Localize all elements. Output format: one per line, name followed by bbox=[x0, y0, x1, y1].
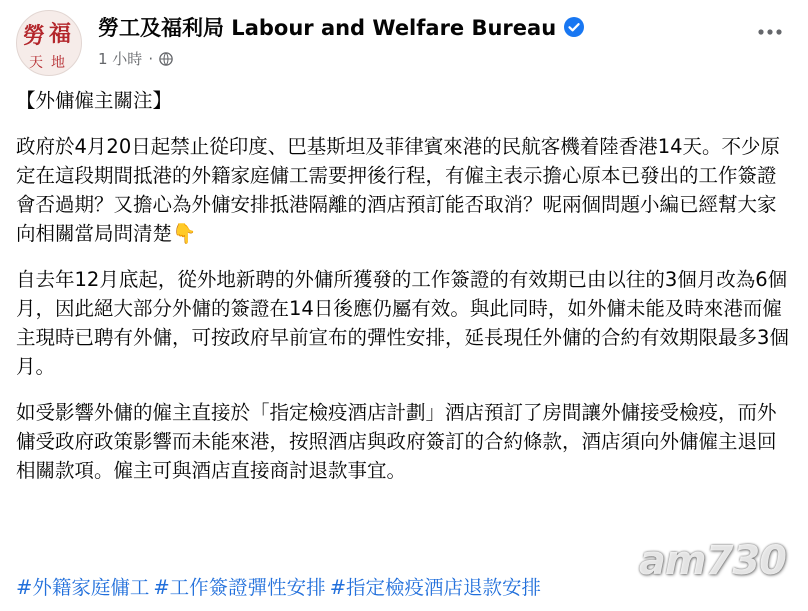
hashtag-row bbox=[16, 572, 541, 600]
post-paragraph-2: 自去年12月底起，從外地新聘的外傭所獲發的工作簽證的有效期已由以往的3個月改為6個月，因此絕大部分外傭的簽證在14日後應仍屬有效。與此同時，如外傭未能及時來港而僱主現時已聘有外傭，可按政府早前宣布的彈性安排，延長現任外傭的合約有效期限最多3個月。 bbox=[16, 268, 789, 378]
more-options-icon[interactable] bbox=[752, 20, 788, 44]
page-name-row bbox=[98, 12, 584, 42]
watermark: am730 bbox=[638, 538, 786, 584]
page-name[interactable]: 勞工及福利局 Labour and Welfare Bureau bbox=[98, 16, 557, 40]
post-paragraph-3: 如受影響外傭的僱主直接於「指定檢疫酒店計劃」酒店預訂了房間讓外傭接受檢疫，而外傭受政府政策影響而未能來港，按照酒店與政府簽訂的合約條款，酒店須向外傭僱主退回相關款項。僱主可與酒店直接商討退款事宜。 bbox=[16, 401, 777, 482]
post-meta bbox=[98, 48, 173, 69]
hashtag-link[interactable]: #工作簽證彈性安排 bbox=[153, 576, 326, 599]
page-avatar[interactable] bbox=[16, 10, 82, 76]
svg-text:天: 天 bbox=[29, 55, 43, 71]
globe-icon bbox=[159, 52, 173, 66]
svg-text:地: 地 bbox=[51, 55, 65, 71]
verified-badge-icon bbox=[564, 17, 584, 37]
post-paragraph-1: 政府於4月20日起禁止從印度、巴基斯坦及菲律賓來港的民航客機着陸香港14天。不少原定在這段期間抵港的外籍家庭傭工需要押後行程，有僱主表示擔心原本已發出的工作簽證會否過期？又擔心為外傭安排抵港隔離的酒店預訂能否取消？呢兩個問題小編已經幫大家向相關當局問清楚👇 bbox=[16, 135, 781, 245]
post-timestamp[interactable]: 1 小時 bbox=[98, 50, 143, 68]
svg-text:福: 福 bbox=[49, 21, 72, 47]
post-header bbox=[16, 8, 792, 76]
bureau-logo-icon bbox=[17, 11, 81, 75]
hashtag-link[interactable]: #外籍家庭傭工 bbox=[16, 576, 150, 599]
meta-separator: · bbox=[148, 49, 154, 68]
post-title: 【外傭僱主關注】 bbox=[16, 89, 173, 112]
hashtag-link[interactable]: #指定檢疫酒店退款安排 bbox=[329, 576, 542, 599]
post-body bbox=[16, 86, 792, 502]
svg-text:勞: 勞 bbox=[23, 23, 46, 49]
